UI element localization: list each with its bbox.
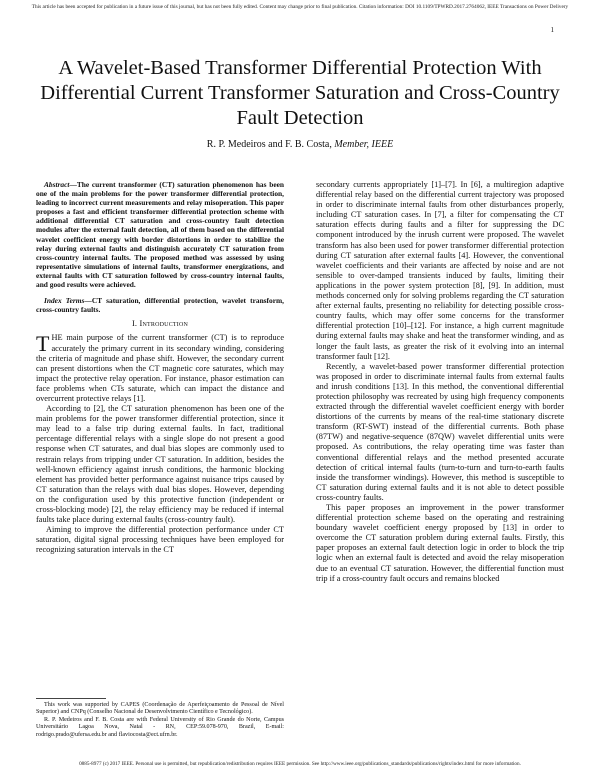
intro-paragraph-3: Aiming to improve the differential protection performance under CT saturation, digital signal processing techniques have been employed for recognizing saturation intervals in the CT <box>36 525 284 555</box>
right-paragraph-1: secondary currents appropriately [1]–[7]. In [6], a multiregion adaptive differential relay based on the differential current trajectory was proposed in order to discriminate internal faults from other disturbances properly, including CT saturation cases. In [7], a filter for compensating the CT saturation effects during faults and a filter for suppressing the DC component introduced by the inrush current were proposed. The wavelet transform has also been used for power transformer differential protection during CT saturation after external faults [4]. However, the conventional wavelet coefficients and their variants are affected by noise and are not sensible to over-damped transients induced by faults, limiting their applications in the power system protection [8], [9]. In addition, must methods concerned only for solving problems regarding the CT saturation after external faults, presenting no reliability for detecting possible cross-country faults, which may offer some concerns for the transformer differential protection [10]–[12]. For instance, a high current magnitude during external faults may shake and heat the transformer winding, and as longer the fault lasts, as greater the risk of it evolving into an internal transformer fault [12]. <box>316 180 564 361</box>
intro-paragraph-1-text: HE main purpose of the current transformer (CT) is to reproduce accurately the primary current in its secondary winding, considering the criteria of magnitude and phase shift. However, the secondary current can present distortions when the CT magnetic core saturates, which may impact the protective relay operation. For instance, phasor estimation can face problems when CTs saturate, which can impact the distance and overcurrent protective relays [1]. <box>36 333 284 403</box>
abstract <box>36 180 284 289</box>
abstract-text: The current transformer (CT) saturation phenomenon has been one of the main problems for the power transformer differential protection, leading to incorrect current measurements and relay misoperation. This paper proposes a fast and efficient transformer differential protection scheme with additional differential CT saturation and cross-country fault detection modules after the external fault detection, all of them based on the differential wavelet coefficient energy with border distortions in order to stabilize the relay during external faults and distinguish accurately CT saturation from cross-country internal faults. The proposed method was assessed by using representative simulations of internal faults, transformer energizations, and external faults with CT saturation followed by cross-country internal faults, and good results were achieved. <box>36 180 284 290</box>
author-line <box>40 139 560 150</box>
top-publication-note: This article has been accepted for publication in a future issue of this journal, but has not been fully edited. Content may change prior to final publication. Citation information: DOI 10.1109/TPWRD.2017.2764062, IEEE Transactions on Power Delivery <box>31 4 569 10</box>
index-terms-text: CT saturation, differential protection, wavelet transform, cross-country faults. <box>36 296 284 315</box>
author-role: Member, IEEE <box>334 139 394 150</box>
section-heading <box>36 319 284 329</box>
footnote-funding: This work was supported by CAPES (Coordenação de Aperfeiçoamento de Pessoal de Nível Superior) and CNPq (Conselho Nacional de Desenvolvimento Científico e Tecnológico). <box>36 702 284 716</box>
intro-paragraph-2: According to [2], the CT saturation phenomenon has been one of the main problems for the power transformer differential protection, since it may lead to a false trip during external faults. In fact, traditional percentage differential relays with a single slope do not present a good response when CT saturates, and dual bias slopes are commonly used to restrain relays from tripping under CT saturation. In addition, besides the well-known efficiency against inrush conditions, the harmonic blocking element has provided better performance against nuisance trips caused by CT saturation than the relays with dual bias slopes. However, depending on the configuration used by this protective function (independent or cross-blocking mode) [2], the relay efficiency may be reduced if internal faults take place during external faults (cross-country fault). <box>36 404 284 525</box>
right-column <box>316 180 564 584</box>
footnote-rule <box>36 698 106 699</box>
intro-paragraph-1 <box>36 333 284 404</box>
right-paragraph-3: This paper proposes an improvement in the power transformer differential protection scheme based on the operating and restraining boundary wavelet coefficient energy proposed by [13] in order to overcome the CT saturation problem during external faults. Firstly, this paper proposes an external fault detection logic in order to block the trip logic when an external fault is detected and avoid the relay misoperation due to an eventual CT saturation. However, the differential function must trip if a cross-country fault occurs and remains blocked <box>316 503 564 583</box>
left-column <box>36 180 284 555</box>
index-terms-label: Index Terms— <box>44 296 92 306</box>
right-paragraph-2: Recently, a wavelet-based power transformer differential protection was proposed in order to discriminate internal faults from external faults and inrush conditions [13]. In this method, the conventional differential protection philosophy was recreated by using high frequency components extracted through the differential wavelet coefficient energy with border distortions of the currents by means of the real-time stationary discrete transform (RT-SWT) instead of the differential currents. Both phase (87TW) and negative-sequence (87QW) wavelet differential units were proposed. As contributions, the relay operating time was faster than conventional differential relays and the method presented accurate detection of critical internal faults (turn-to-turn and turn-to-earth faults inside the transformer windings). However, this method is susceptible to CT saturation during external faults and it is not able to detect possible cross-country faults. <box>316 361 564 502</box>
footnote-affiliation: R. P. Medeiros and F. B. Costa are with Federal University of Rio Grande do Norte, Campus Universitário Lagoa Nova, Natal - RN, CEP:59.078-970, Brazil, E-mail: rodrigo.prado@ufersa.edu.br and flaviocosta@ect.ufrn.br. <box>36 716 284 738</box>
abstract-label: Abstract— <box>44 180 77 189</box>
author-names: R. P. Medeiros and F. B. Costa, <box>206 139 335 150</box>
paper-title: A Wavelet-Based Transformer Differential Protection With Differential Current Transformer Saturation and Cross-Country Fault Detection <box>40 57 560 129</box>
section-title: Introduction <box>139 319 189 329</box>
copyright-note: 0885-8977 (c) 2017 IEEE. Personal use is permitted, but republication/redistribution requires IEEE permission. See http://www.ieee.org/publications_standards/publications/rights/index.html for more information. <box>79 761 521 767</box>
section-numeral: I. <box>131 319 140 329</box>
drop-cap: T <box>36 331 50 357</box>
page-number: 1 <box>550 26 554 34</box>
footnotes <box>36 698 284 739</box>
index-terms <box>36 296 284 314</box>
